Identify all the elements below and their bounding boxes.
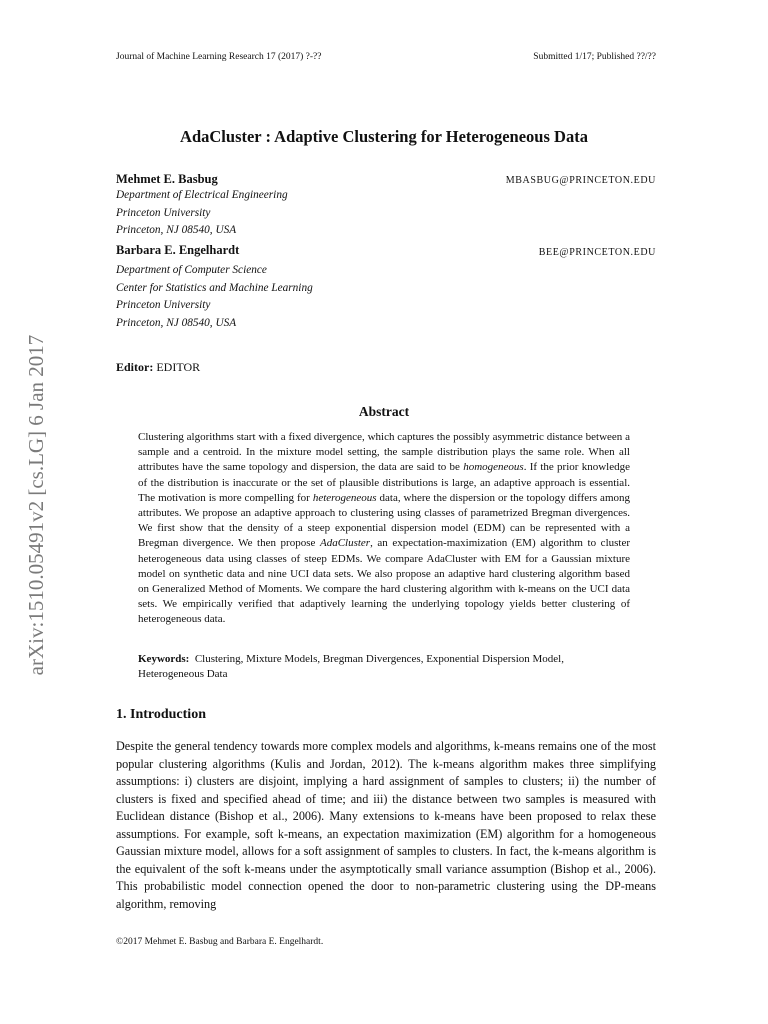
author-2-email[interactable]: BEE@PRINCETON.EDU [538,247,656,258]
running-header-submitted: Submitted 1/17; Published ??/?? [533,52,656,62]
running-header-journal: Journal of Machine Learning Research 17 (2017) ?-?? [116,52,322,62]
author-2-center: Center for Statistics and Machine Learning [116,281,313,294]
section-heading-introduction: 1. Introduction [116,707,206,722]
arxiv-stamp [20,290,52,720]
author-1-dept: Department of Electrical Engineering [116,189,288,201]
abstract-body: Clustering algorithms start with a fixed divergence, which captures the possibly asymmetric distance between a sample and a centroid. In the mixture model setting, the sample distribution plays the same role. When all attributes have the same topology and dispersion, the data are said to be homogeneous. If the prior knowledge of the distribution is inaccurate or the set of plausible distributions is large, an adaptive approach is essential. The motivation is more compelling for heterogeneous data, where the dispersion or the topology differs among attributes. We propose an adaptive approach to clustering using classes of parametrized Bregman divergences. We first show that the density of a steep exponential dispersion model (EDM) can be represented with a Bregman divergence. We then propose AdaCluster, an expectation-maximization (EM) algorithm to cluster heterogeneous data using classes of steep EDMs. We compare AdaCluster with EM for a Gaussian mixture model on synthetic data and nine UCI data sets. We also propose an adaptive hard clustering algorithm based on Generalized Method of Moments. We compare the hard clustering algorithm with k-means on the UCI data sets. We empirically verified that adaptively learning the underlying topology yields better clustering of heterogeneous data. [138,431,631,626]
keywords-value: Clustering, Mixture Models, Bregman Divergences, Exponential Dispersion Model, Heterogeneous Data [138,653,564,681]
author-1-email[interactable]: MBASBUG@PRINCETON.EDU [505,175,656,186]
author-1-univ: Princeton University [116,206,211,219]
arxiv-stamp-text: arXiv:1510.05491v2 [cs.LG] 6 Jan 2017 [24,334,48,676]
copyright-footer: ©2017 Mehmet E. Basbug and Barbara E. Engelhardt. [116,937,324,947]
introduction-body: Despite the general tendency towards more complex models and algorithms, k-means remains one of the most popular clustering algorithms (Kulis and Jordan, 2012). The k-means algorithm makes three simplifying assumptions: i) clusters are disjoint, implying a hard assignment of samples to clusters; ii) the number of clusters is fixed and specified ahead of time; and iii) the distance between two samples is measured with Euclidean distance (Bishop et al., 2006). Many extensions to k-means have been proposed to relax these assumptions. For example, soft k-means, an expectation maximization (EM) algorithm for a homogeneous Gaussian mixture model, allows for a soft assignment of samples to clusters. In fact, the k-means algorithm is the equivalent of the soft k-means under the asymptotically small variance assumption (Bishop et al., 2006). This probabilistic model connection opened the door to non-parametric clustering using the DP-means algorithm, removing [116,739,656,911]
author-2-univ: Princeton University [116,299,211,311]
keywords-label: Keywords: [138,653,190,665]
author-1-address: Princeton, NJ 08540, USA [116,224,237,236]
keywords [138,652,630,682]
paper-title: AdaCluster : Adaptive Clustering for Heterogeneous Data [180,127,588,146]
abstract-heading: Abstract [358,404,410,419]
author-2-dept: Department of Computer Science [116,264,267,276]
author-1-affiliation [116,187,288,240]
author-2-affiliation [116,262,313,332]
author-2-address: Princeton, NJ 08540, USA [116,316,237,329]
author-1-name: Mehmet E. Basbug [116,172,218,186]
editor-label: Editor: [116,360,154,374]
editor-value: EDITOR [156,360,201,374]
author-2-name: Barbara E. Engelhardt [116,243,240,257]
editor-line [116,360,200,375]
